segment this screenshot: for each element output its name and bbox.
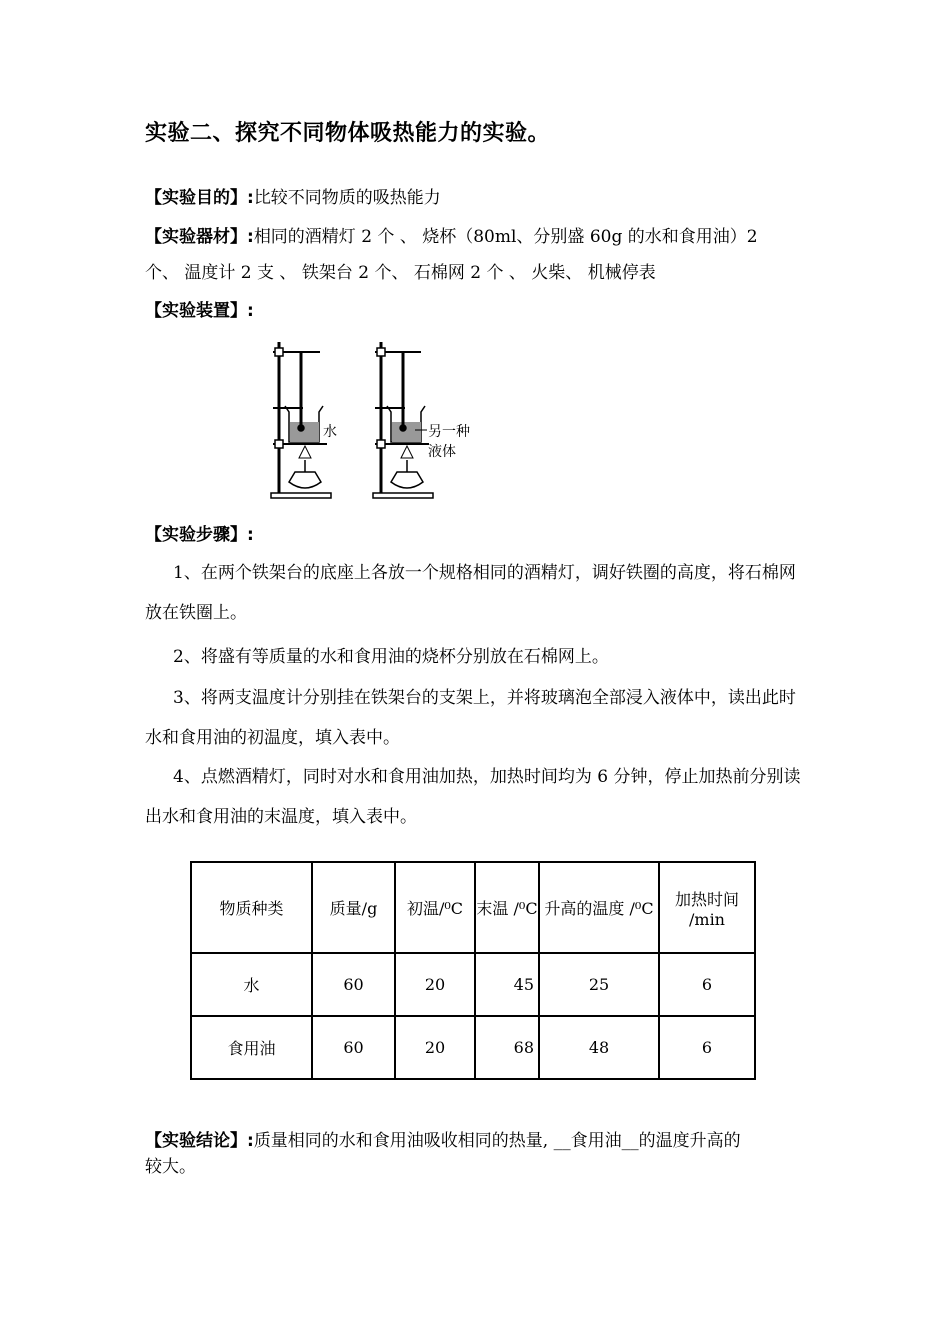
table-cell: 20 <box>395 953 475 1016</box>
page-title: 实验二、探究不同物体吸热能力的实验。 <box>145 121 551 146</box>
header-cell: 末温 /⁰C <box>475 862 539 953</box>
table-cell: 48 <box>539 1016 659 1079</box>
conclusion-label: 【实验结论】: <box>145 1131 254 1151</box>
other-liquid-label-2: 液体 <box>428 444 456 460</box>
table-cell: 6 <box>659 1016 755 1079</box>
table-cell: 6 <box>659 953 755 1016</box>
step-2: 2、将盛有等质量的水和食用油的烧杯分别放在石棉网上。 <box>173 647 609 667</box>
table-row <box>191 953 755 1016</box>
materials-text-1: 相同的酒精灯 2 个 、 烧杯（80ml、分别盛 60g 的水和食用油）2 <box>253 227 758 247</box>
purpose-text: 比较不同物质的吸热能力 <box>253 188 441 208</box>
header-cell: 初温/⁰C <box>395 862 475 953</box>
header-cell: 物质种类 <box>191 862 312 953</box>
conclusion-before: 质量相同的水和食用油吸收相同的热量, __ <box>253 1131 571 1151</box>
table-cell: 60 <box>312 1016 395 1079</box>
conclusion-line-2: 较大。 <box>145 1157 196 1177</box>
steps-label: 【实验步骤】: <box>145 525 254 545</box>
purpose-line <box>145 187 441 209</box>
step-3: 3、将两支温度计分别挂在铁架台的支架上，并将玻璃泡全部浸入液体中，读出此时水和食用油的初温度，填入表中。 <box>145 688 796 748</box>
table-cell: 45 <box>475 953 539 1016</box>
step-4: 4、点燃酒精灯，同时对水和食用油加热，加热时间均为 6 分钟，停止加热前分别读出水和食用油的末温度，填入表中。 <box>145 767 801 827</box>
step-1: 1、在两个铁架台的底座上各放一个规格相同的酒精灯，调好铁圈的高度，将石棉网放在铁圈上。 <box>145 563 796 623</box>
header-cell: 加热时间 /min <box>659 862 755 953</box>
other-liquid-label-1: 另一种 <box>428 424 470 440</box>
table-cell: 水 <box>191 953 312 1016</box>
water-label: 水 <box>323 424 337 440</box>
table-cell: 60 <box>312 953 395 1016</box>
purpose-label: 【实验目的】: <box>145 188 254 208</box>
apparatus-label: 【实验装置】: <box>145 301 254 321</box>
conclusion-line-1 <box>145 1130 741 1152</box>
left-stand-base <box>271 493 331 498</box>
table-cell: 68 <box>475 1016 539 1079</box>
apparatus-diagram <box>265 338 485 503</box>
materials-label: 【实验器材】: <box>145 227 254 247</box>
table-row <box>191 1016 755 1079</box>
conclusion-answer: 食用油 <box>570 1131 622 1151</box>
table-cell: 20 <box>395 1016 475 1079</box>
results-table <box>190 861 756 1080</box>
table-cell: 25 <box>539 953 659 1016</box>
header-cell: 质量/g <box>312 862 395 953</box>
table-cell: 食用油 <box>191 1016 312 1079</box>
materials-line-2: 个、 温度计 2 支 、 铁架台 2 个、 石棉网 2 个 、 火柴、 机械停表 <box>145 263 656 283</box>
conclusion-after: __的温度升高的 <box>621 1131 741 1151</box>
table-header-row <box>191 862 755 953</box>
materials-line-1 <box>145 226 758 248</box>
header-cell: 升高的温度 /⁰C <box>539 862 659 953</box>
